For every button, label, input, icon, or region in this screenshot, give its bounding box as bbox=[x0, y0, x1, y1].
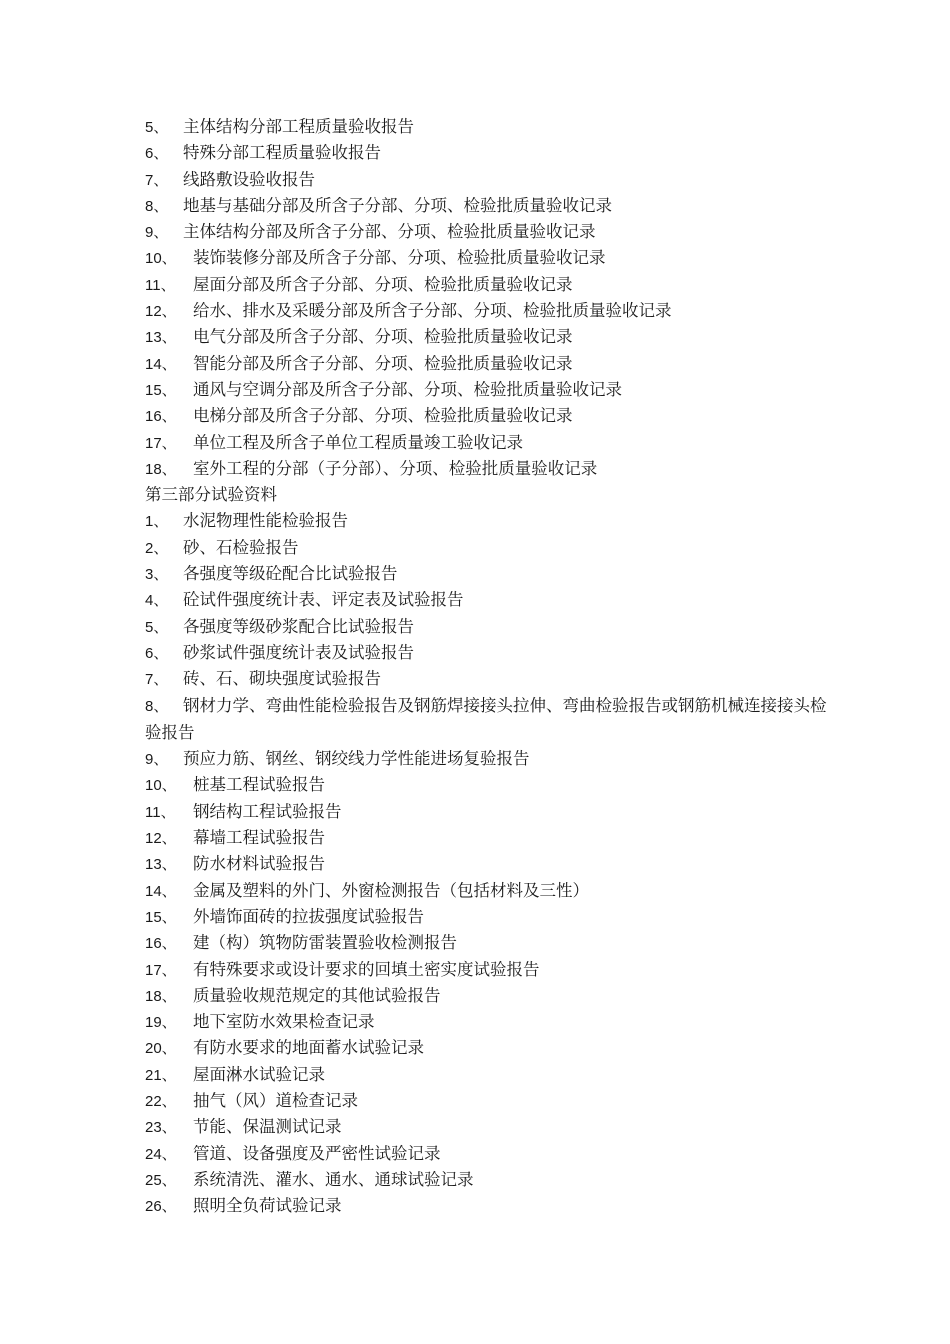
list-item bbox=[145, 245, 835, 271]
list-item bbox=[145, 1009, 835, 1035]
list-item-text: 智能分部及所含子分部、分项、检验批质量验收记录 bbox=[193, 353, 573, 373]
list-item-number: 17、 bbox=[145, 961, 177, 979]
list-item bbox=[145, 666, 835, 692]
list-item bbox=[145, 799, 835, 825]
list-item-text: 外墙饰面砖的拉拔强度试验报告 bbox=[193, 906, 424, 926]
list-item-number: 9、 bbox=[145, 751, 169, 769]
list-item-text: 预应力筋、钢丝、钢绞线力学性能进场复验报告 bbox=[183, 749, 530, 769]
list-item-number: 25、 bbox=[145, 1171, 177, 1189]
list-item-number: 11、 bbox=[145, 803, 176, 821]
list-item-number: 24、 bbox=[145, 1145, 177, 1163]
list-item-number: 1、 bbox=[145, 513, 169, 531]
list-item-text: 管道、设备强度及严密性试验记录 bbox=[193, 1143, 441, 1163]
list-item-text: 钢材力学、弯曲性能检验报告及钢筋焊接接头拉伸、弯曲检验报告或钢筋机械连接接头检验报告 bbox=[145, 695, 827, 742]
list-item bbox=[145, 693, 835, 747]
list-item bbox=[145, 640, 835, 666]
list-item-number: 4、 bbox=[145, 592, 169, 610]
list-item-number: 20、 bbox=[145, 1040, 177, 1058]
list-item bbox=[145, 851, 835, 877]
list-item-text: 电梯分部及所含子分部、分项、检验批质量验收记录 bbox=[193, 406, 573, 426]
list-item-number: 7、 bbox=[145, 671, 169, 689]
list-item-text: 主体结构分部工程质量验收报告 bbox=[183, 117, 414, 136]
list-item-number: 10、 bbox=[145, 777, 177, 795]
list-item-number: 6、 bbox=[145, 644, 169, 662]
list-item-text: 砼试件强度统计表、评定表及试验报告 bbox=[183, 590, 464, 610]
list-item-number: 21、 bbox=[145, 1066, 177, 1084]
list-item-text: 质量验收规范规定的其他试验报告 bbox=[193, 985, 441, 1005]
list-item-number: 5、 bbox=[145, 119, 169, 136]
list-item bbox=[145, 430, 835, 456]
list-item-number: 12、 bbox=[145, 830, 177, 848]
list-item-text: 室外工程的分部（子分部）、分项、检验批质量验收记录 bbox=[193, 458, 598, 478]
list-item bbox=[145, 587, 835, 613]
list-item-number: 16、 bbox=[145, 408, 177, 426]
list-item-text: 给水、排水及采暖分部及所含子分部、分项、检验批质量验收记录 bbox=[193, 301, 672, 321]
list-item bbox=[145, 114, 835, 140]
list-item bbox=[145, 746, 835, 772]
list-item bbox=[145, 403, 835, 429]
list-item bbox=[145, 983, 835, 1009]
list-item-text: 桩基工程试验报告 bbox=[193, 775, 325, 795]
section-2-list bbox=[145, 114, 835, 482]
list-item-text: 特殊分部工程质量验收报告 bbox=[183, 143, 381, 163]
list-item bbox=[145, 535, 835, 561]
list-item-number: 18、 bbox=[145, 987, 177, 1005]
list-item-text: 钢结构工程试验报告 bbox=[193, 801, 342, 821]
list-item-number: 11、 bbox=[145, 276, 176, 294]
list-item bbox=[145, 140, 835, 166]
list-item-text: 金属及塑料的外门、外窗检测报告（包括材料及三性） bbox=[193, 880, 589, 900]
list-item-text: 各强度等级砂浆配合比试验报告 bbox=[183, 616, 414, 636]
list-item-number: 8、 bbox=[145, 697, 169, 715]
list-item-number: 19、 bbox=[145, 1014, 177, 1032]
list-item bbox=[145, 614, 835, 640]
list-item-number: 6、 bbox=[145, 145, 169, 163]
list-item bbox=[145, 351, 835, 377]
list-item-number: 3、 bbox=[145, 566, 169, 584]
list-item-number: 9、 bbox=[145, 224, 169, 242]
list-item bbox=[145, 1114, 835, 1140]
list-item bbox=[145, 298, 835, 324]
list-item-number: 17、 bbox=[145, 434, 177, 452]
list-item-number: 12、 bbox=[145, 303, 177, 321]
list-item-text: 系统清洗、灌水、通水、通球试验记录 bbox=[193, 1169, 474, 1189]
list-item-number: 5、 bbox=[145, 618, 169, 636]
list-item bbox=[145, 930, 835, 956]
list-item-number: 7、 bbox=[145, 171, 169, 189]
list-item-number: 2、 bbox=[145, 539, 169, 557]
list-item bbox=[145, 377, 835, 403]
list-item bbox=[145, 1193, 835, 1219]
section-3-heading: 第三部分试验资料 bbox=[145, 485, 277, 505]
list-item bbox=[145, 772, 835, 798]
list-item bbox=[145, 561, 835, 587]
list-item bbox=[145, 508, 835, 534]
list-item-text: 屋面分部及所含子分部、分项、检验批质量验收记录 bbox=[193, 274, 573, 294]
list-item-text: 防水材料试验报告 bbox=[193, 854, 325, 874]
list-item-text: 砂、石检验报告 bbox=[183, 537, 299, 557]
list-item-text: 通风与空调分部及所含子分部、分项、检验批质量验收记录 bbox=[193, 379, 622, 399]
list-item-text: 装饰装修分部及所含子分部、分项、检验批质量验收记录 bbox=[193, 248, 606, 268]
list-item-text: 抽气（风）道检查记录 bbox=[193, 1090, 358, 1110]
list-item-text: 屋面淋水试验记录 bbox=[193, 1064, 325, 1084]
list-item-number: 16、 bbox=[145, 935, 177, 953]
list-item bbox=[145, 456, 835, 482]
list-item-number: 22、 bbox=[145, 1092, 177, 1110]
list-item-number: 14、 bbox=[145, 882, 177, 900]
list-item-number: 18、 bbox=[145, 460, 177, 478]
list-item-number: 13、 bbox=[145, 329, 177, 347]
list-item bbox=[145, 324, 835, 350]
list-item bbox=[145, 167, 835, 193]
list-item-number: 14、 bbox=[145, 355, 177, 373]
section-3-list bbox=[145, 508, 835, 1219]
list-item-text: 线路敷设验收报告 bbox=[183, 169, 315, 189]
list-item bbox=[145, 1088, 835, 1114]
list-item bbox=[145, 904, 835, 930]
list-item bbox=[145, 1062, 835, 1088]
list-item-number: 13、 bbox=[145, 856, 177, 874]
list-item-number: 23、 bbox=[145, 1119, 177, 1137]
list-item bbox=[145, 1167, 835, 1193]
list-item-text: 地基与基础分部及所含子分部、分项、检验批质量验收记录 bbox=[183, 195, 612, 215]
list-item-text: 各强度等级砼配合比试验报告 bbox=[183, 564, 398, 584]
list-item-text: 节能、保温测试记录 bbox=[193, 1117, 342, 1137]
list-item bbox=[145, 957, 835, 983]
list-item bbox=[145, 1035, 835, 1061]
list-item-text: 照明全负荷试验记录 bbox=[193, 1196, 342, 1216]
list-item-text: 砖、石、砌块强度试验报告 bbox=[183, 669, 381, 689]
list-item-text: 砂浆试件强度统计表及试验报告 bbox=[183, 642, 414, 662]
list-item-number: 15、 bbox=[145, 908, 177, 926]
list-item-text: 主体结构分部及所含子分部、分项、检验批质量验收记录 bbox=[183, 222, 596, 242]
list-item-text: 地下室防水效果检查记录 bbox=[193, 1012, 375, 1032]
list-item-number: 26、 bbox=[145, 1198, 177, 1216]
list-item-text: 有特殊要求或设计要求的回填土密实度试验报告 bbox=[193, 959, 540, 979]
list-item-text: 电气分部及所含子分部、分项、检验批质量验收记录 bbox=[193, 327, 573, 347]
list-item-text: 单位工程及所含子单位工程质量竣工验收记录 bbox=[193, 432, 523, 452]
list-item bbox=[145, 825, 835, 851]
list-item bbox=[145, 193, 835, 219]
list-item-number: 8、 bbox=[145, 197, 169, 215]
list-item-text: 幕墙工程试验报告 bbox=[193, 828, 325, 848]
list-item bbox=[145, 219, 835, 245]
list-item bbox=[145, 1141, 835, 1167]
list-item-number: 15、 bbox=[145, 381, 177, 399]
list-item-number: 10、 bbox=[145, 250, 177, 268]
list-item-text: 水泥物理性能检验报告 bbox=[183, 511, 348, 531]
list-item bbox=[145, 878, 835, 904]
list-item-text: 建（构）筑物防雷装置验收检测报告 bbox=[193, 933, 457, 953]
document-content bbox=[145, 114, 835, 1219]
list-item bbox=[145, 272, 835, 298]
list-item-text: 有防水要求的地面蓄水试验记录 bbox=[193, 1038, 424, 1058]
